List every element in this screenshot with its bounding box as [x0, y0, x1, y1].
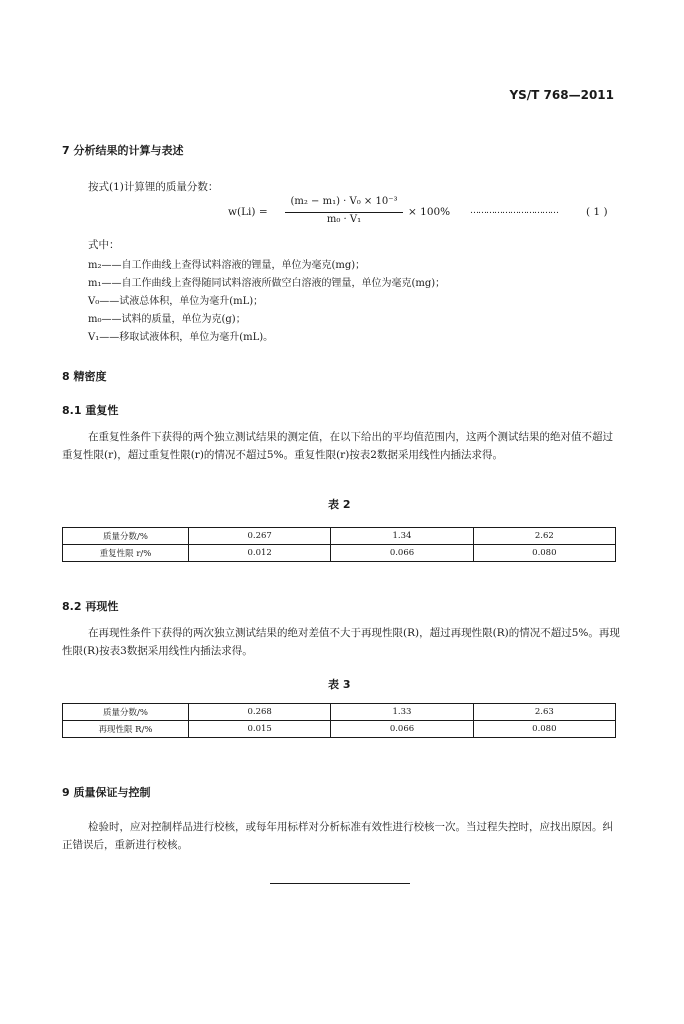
equation-number: ( 1 ) [586, 206, 608, 218]
formula-denominator: m₀ · V₁ [326, 214, 362, 225]
end-rule [270, 883, 410, 884]
table-cell: 1.33 [331, 704, 473, 721]
table-row [63, 704, 616, 721]
definition-m1: m₁——自工作曲线上查得随同试料溶液所做空白溶液的锂量，单位为毫克(mg)； [88, 278, 446, 289]
formula-intro: 按式(1)计算锂的质量分数： [88, 181, 219, 193]
table-cell: 再现性限 R/% [63, 721, 189, 738]
table-cell: 0.066 [331, 545, 473, 562]
table-cell: 0.080 [473, 721, 615, 738]
table-cell: 质量分数/% [63, 704, 189, 721]
table-2 [62, 527, 616, 562]
table-cell: 0.267 [189, 528, 331, 545]
table-cell: 0.080 [473, 545, 615, 562]
section-9-heading: 9 质量保证与控制 [62, 786, 151, 799]
definition-m2: m₂——自工作曲线上查得试料溶液的锂量，单位为毫克(mg)； [88, 260, 366, 271]
section-8-heading: 8 精密度 [62, 370, 107, 383]
table-cell: 0.015 [189, 721, 331, 738]
standard-code: YS/T 768—2011 [509, 88, 614, 102]
table-cell: 质量分数/% [63, 528, 189, 545]
table-3 [62, 703, 616, 738]
table-row [63, 545, 616, 562]
table-cell: 0.012 [189, 545, 331, 562]
where-label: 式中： [88, 239, 120, 251]
formula-leader: …………………………… [470, 206, 558, 216]
formula-suffix: × 100% [408, 206, 451, 218]
definition-v0: V₀——试液总体积，单位为毫升(mL)； [88, 296, 264, 307]
table-cell: 2.62 [473, 528, 615, 545]
table-cell: 1.34 [331, 528, 473, 545]
section-7-heading: 7 分析结果的计算与表述 [62, 144, 184, 157]
table-cell: 重复性限 r/% [63, 545, 189, 562]
fraction-bar [285, 212, 403, 213]
table-cell: 0.066 [331, 721, 473, 738]
reproducibility-paragraph: 在再现性条件下获得的两次独立测试结果的绝对差值不大于再现性限(R)，超过再现性限(R)的情况不超过5%。再现性限(R)按表3数据采用线性内插法求得。 [62, 627, 620, 657]
definition-v1: V₁——移取试液体积，单位为毫升(mL)。 [88, 332, 274, 343]
table-2-caption: 表 2 [328, 498, 351, 511]
quality-paragraph: 检验时，应对控制样品进行校核，或每年用标样对分析标准有效性进行校核一次。当过程失控时，应找出原因。纠正错误后，重新进行校核。 [62, 821, 613, 851]
section-8-1-heading: 8.1 重复性 [62, 404, 119, 417]
table-row [63, 721, 616, 738]
repeatability-paragraph: 在重复性条件下获得的两个独立测试结果的测定值，在以下给出的平均值范围内，这两个测试结果的绝对值不超过重复性限(r)，超过重复性限(r)的情况不超过5%。重复性限(r)按表2数据采用线性内插法求得。 [62, 431, 613, 461]
formula-lhs: w(Li) = [228, 206, 268, 218]
table-cell: 0.268 [189, 704, 331, 721]
table-3-caption: 表 3 [328, 678, 351, 691]
formula-numerator: (m₂ − m₁) · V₀ × 10⁻³ [290, 196, 398, 207]
table-cell: 2.63 [473, 704, 615, 721]
section-8-2-heading: 8.2 再现性 [62, 600, 119, 613]
definition-m0: m₀——试料的质量，单位为克(g)； [88, 314, 246, 325]
table-row [63, 528, 616, 545]
